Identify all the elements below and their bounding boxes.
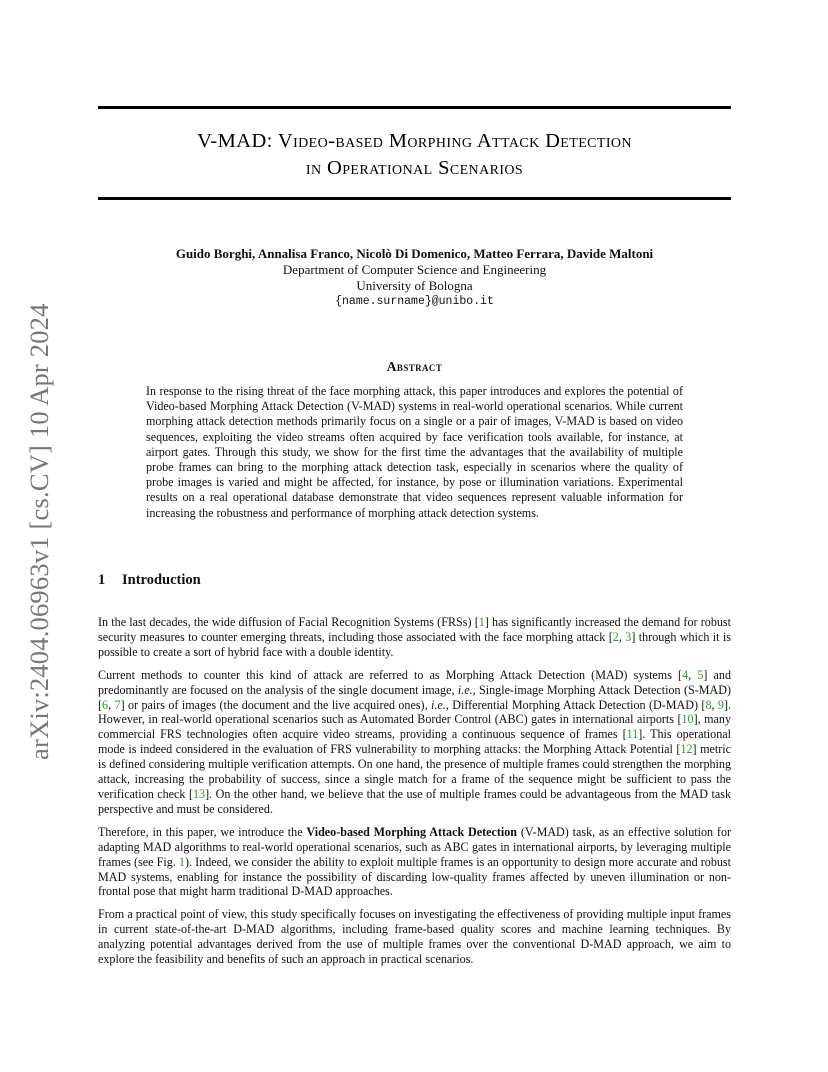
- citation-link[interactable]: 4: [682, 667, 689, 682]
- paragraph-4: From a practical point of view, this study specifically focuses on investigating the effectiveness of providing multiple input frames in current state-of-the-art D-MAD algorithms, including frame-based quality scores and machine learning techniques. By analyzing potential advantages derived from the use of multiple frames over the conventional D-MAD approach, we aim to explore the feasibility and benefits of such an approach in practical scenarios.: [98, 907, 731, 967]
- citation-link[interactable]: 7: [114, 697, 121, 712]
- author-block: [98, 246, 731, 310]
- figure-link[interactable]: 1: [178, 854, 185, 869]
- author-names: Guido Borghi, Annalisa Franco, Nicolò Di Domenico, Matteo Ferrara, Davide Maltoni: [175, 246, 654, 261]
- arxiv-identifier: arXiv:2404.06963v1 [cs.CV] 10 Apr 2024: [24, 303, 54, 760]
- section-title: Introduction: [122, 572, 201, 588]
- paragraph-3: Therefore, in this paper, we introduce the Video-based Morphing Attack Detection (V-MAD) task, as an effective solution for adapting MAD algorithms to real-world operational scenarios, such as ABC gates in international airports, by leveraging multiple frames (see Fig. 1). Indeed, we consider the ability to exploit multiple frames is an opportunity to design more accurate and robust MAD systems, enabling for instance the possibility of discarding low-quality frames affected by uneven illumination or non-frontal pose that might harm traditional D-MAD approaches.: [98, 824, 732, 899]
- title-top-rule: [98, 106, 731, 109]
- paragraph-1: In the last decades, the wide diffusion of Facial Recognition Systems (FRSs) [1] has significantly increased the demand for robust security measures to counter emerging threats, including those associated with the face morphing attack [2, 3] through which it is possible to create a sort of hybrid face with a double identity.: [98, 615, 731, 659]
- title-bottom-rule: [98, 197, 731, 200]
- citation-link[interactable]: 2: [612, 629, 619, 644]
- abstract-heading: Abstract: [386, 359, 443, 374]
- citation-link[interactable]: 8: [705, 697, 712, 712]
- title-line-2: in Operational Scenarios: [305, 157, 524, 179]
- citation-link[interactable]: 5: [697, 667, 704, 682]
- paragraph-2: Current methods to counter this kind of attack are referred to as Morphing Attack Detection (MAD) systems [4, 5] and predominantly are focused on the analysis of the single document image, i.e., Single-image Morphing Attack Detection (S-MAD) [6, 7] or pairs of images (the document and the live acquired ones), i.e., Differential Morphing Attack Detection (D-MAD) [8, 9]. However, in real-world operational scenarios such as Automated Border Control (ABC) gates in international airports [10], many commercial FRS technologies often acquire video streams, providing a continuous sequence of frames [11]. This operational mode is indeed considered in the evaluation of FRS vulnerability to morphing attacks: the Morphing Attack Potential [12] metric is defined considering multiple verification attempts. On one hand, the presence of multiple frames could strengthen the morphing attack, increasing the probability of success, since a single match for a frame of the sequence might be sufficient to pass the verification check [13]. On the other hand, we believe that the use of multiple frames could be advantageous from the MAD task perspective and must be considered.: [98, 667, 732, 816]
- abstract-text: In response to the rising threat of the face morphing attack, this paper introduces and explores the potential of Video-based Morphing Attack Detection (V-MAD) systems in real-world operational scenarios. While current morphing attack detection methods primarily focus on a single or a pair of images, V-MAD is based on video sequences, exploiting the video streams often acquired by face verification tools available, for instance, at airport gates. Through this study, we show for the first time the advantages that the availability of multiple probe frames can bring to the morphing attack detection task, especially in scenarios where the quality of probe images is varied and might be affected, for instance, by pose or illumination variations. Experimental results on a real operational database demonstrate that video sequences represent valuable information for increasing the robustness and performance of morphing attack detection systems.: [146, 384, 683, 520]
- citation-link[interactable]: 13: [192, 786, 206, 801]
- affiliation-department: Department of Computer Science and Engineering: [282, 262, 547, 277]
- body-text: [98, 615, 731, 975]
- citation-link[interactable]: 12: [680, 742, 693, 757]
- section-number: 1: [98, 572, 106, 588]
- citation-link[interactable]: 6: [102, 697, 109, 712]
- citation-link[interactable]: 9: [717, 697, 724, 712]
- affiliation-university: University of Bologna: [356, 278, 473, 293]
- key-term: Video-based Morphing Attack Detection: [306, 824, 518, 839]
- section-heading: [98, 572, 201, 589]
- title-line-1: V-MAD: Video-based Morphing Attack Detection: [197, 130, 632, 152]
- paper-title: [98, 128, 731, 182]
- citation-link[interactable]: 10: [681, 712, 694, 727]
- citation-link[interactable]: 3: [625, 629, 632, 644]
- citation-link[interactable]: 1: [478, 615, 485, 629]
- author-email: {name.surname}@unibo.it: [335, 295, 494, 308]
- citation-link[interactable]: 11: [626, 727, 639, 742]
